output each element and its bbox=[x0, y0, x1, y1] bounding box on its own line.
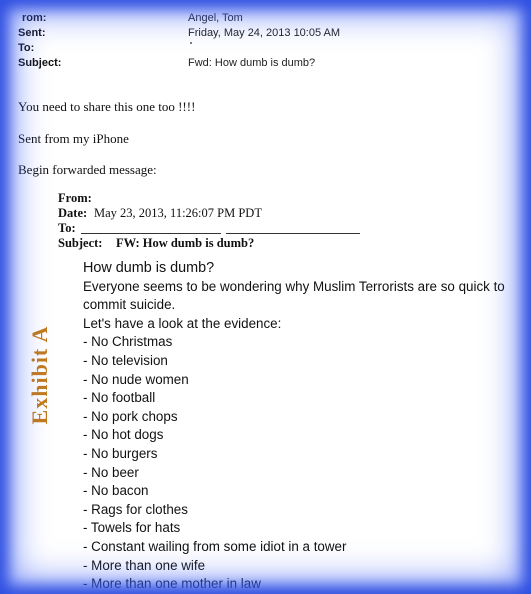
header-subject-label: Subject: bbox=[18, 57, 62, 69]
forwarded-body bbox=[83, 259, 523, 594]
header-subject-value: Fwd: How dumb is dumb? bbox=[188, 57, 316, 69]
body-lead: Let's have a look at the evidence: bbox=[83, 315, 282, 331]
forwarded-subject-value: FW: How dumb is dumb? bbox=[116, 236, 255, 250]
redacted-recipient-line bbox=[81, 233, 221, 234]
body-intro: Everyone seems to be wondering why Muslim Terrorists are so quick to commit suicide. bbox=[83, 278, 505, 313]
forwarded-date-label: Date: bbox=[58, 206, 88, 220]
header-from-label: rom: bbox=[22, 12, 47, 24]
evidence-list-item: - No Christmas bbox=[83, 334, 173, 350]
evidence-list-item: - No beer bbox=[83, 464, 139, 480]
message-line-share: You need to share this one too !!!! bbox=[18, 99, 196, 114]
evidence-list-item: - No football bbox=[83, 390, 156, 406]
evidence-list-item: - No nude women bbox=[83, 371, 189, 387]
evidence-list-item: - More than one mother in law bbox=[83, 576, 261, 592]
message-line-forwarded: Begin forwarded message: bbox=[18, 162, 157, 177]
evidence-list-item: - More than one wife bbox=[83, 557, 206, 573]
redacted-recipient-line bbox=[226, 233, 360, 234]
header-sent-label: Sent: bbox=[18, 27, 46, 39]
body-title: How dumb is dumb? bbox=[83, 260, 215, 276]
header-to-label: To: bbox=[18, 42, 35, 54]
evidence-list-item: - Constant wailing from some idiot in a tower bbox=[83, 538, 347, 554]
header-sent-value: Friday, May 24, 2013 10:05 AM bbox=[188, 27, 341, 39]
message-line-iphone: Sent from my iPhone bbox=[18, 131, 129, 146]
evidence-list-item: - No pork chops bbox=[83, 408, 178, 424]
evidence-list-item: - No bacon bbox=[83, 483, 149, 499]
evidence-list bbox=[83, 333, 523, 593]
forwarded-to-label: To: bbox=[58, 221, 76, 235]
redaction-mark bbox=[190, 42, 192, 44]
forwarded-subject-label: Subject: bbox=[58, 236, 103, 250]
evidence-list-item: - No burgers bbox=[83, 445, 158, 461]
forwarded-from-label: From: bbox=[58, 191, 92, 205]
evidence-list-item: - No television bbox=[83, 352, 168, 368]
evidence-list-item: - Rags for clothes bbox=[83, 501, 188, 517]
evidence-list-item: - Towels for hats bbox=[83, 520, 181, 536]
header-from-value: Angel, Tom bbox=[188, 12, 243, 24]
evidence-list-item: - No hot dogs bbox=[83, 427, 164, 443]
forwarded-date-value: May 23, 2013, 11:26:07 PM PDT bbox=[94, 206, 262, 220]
exhibit-stamp: Exhibit A bbox=[27, 325, 52, 425]
